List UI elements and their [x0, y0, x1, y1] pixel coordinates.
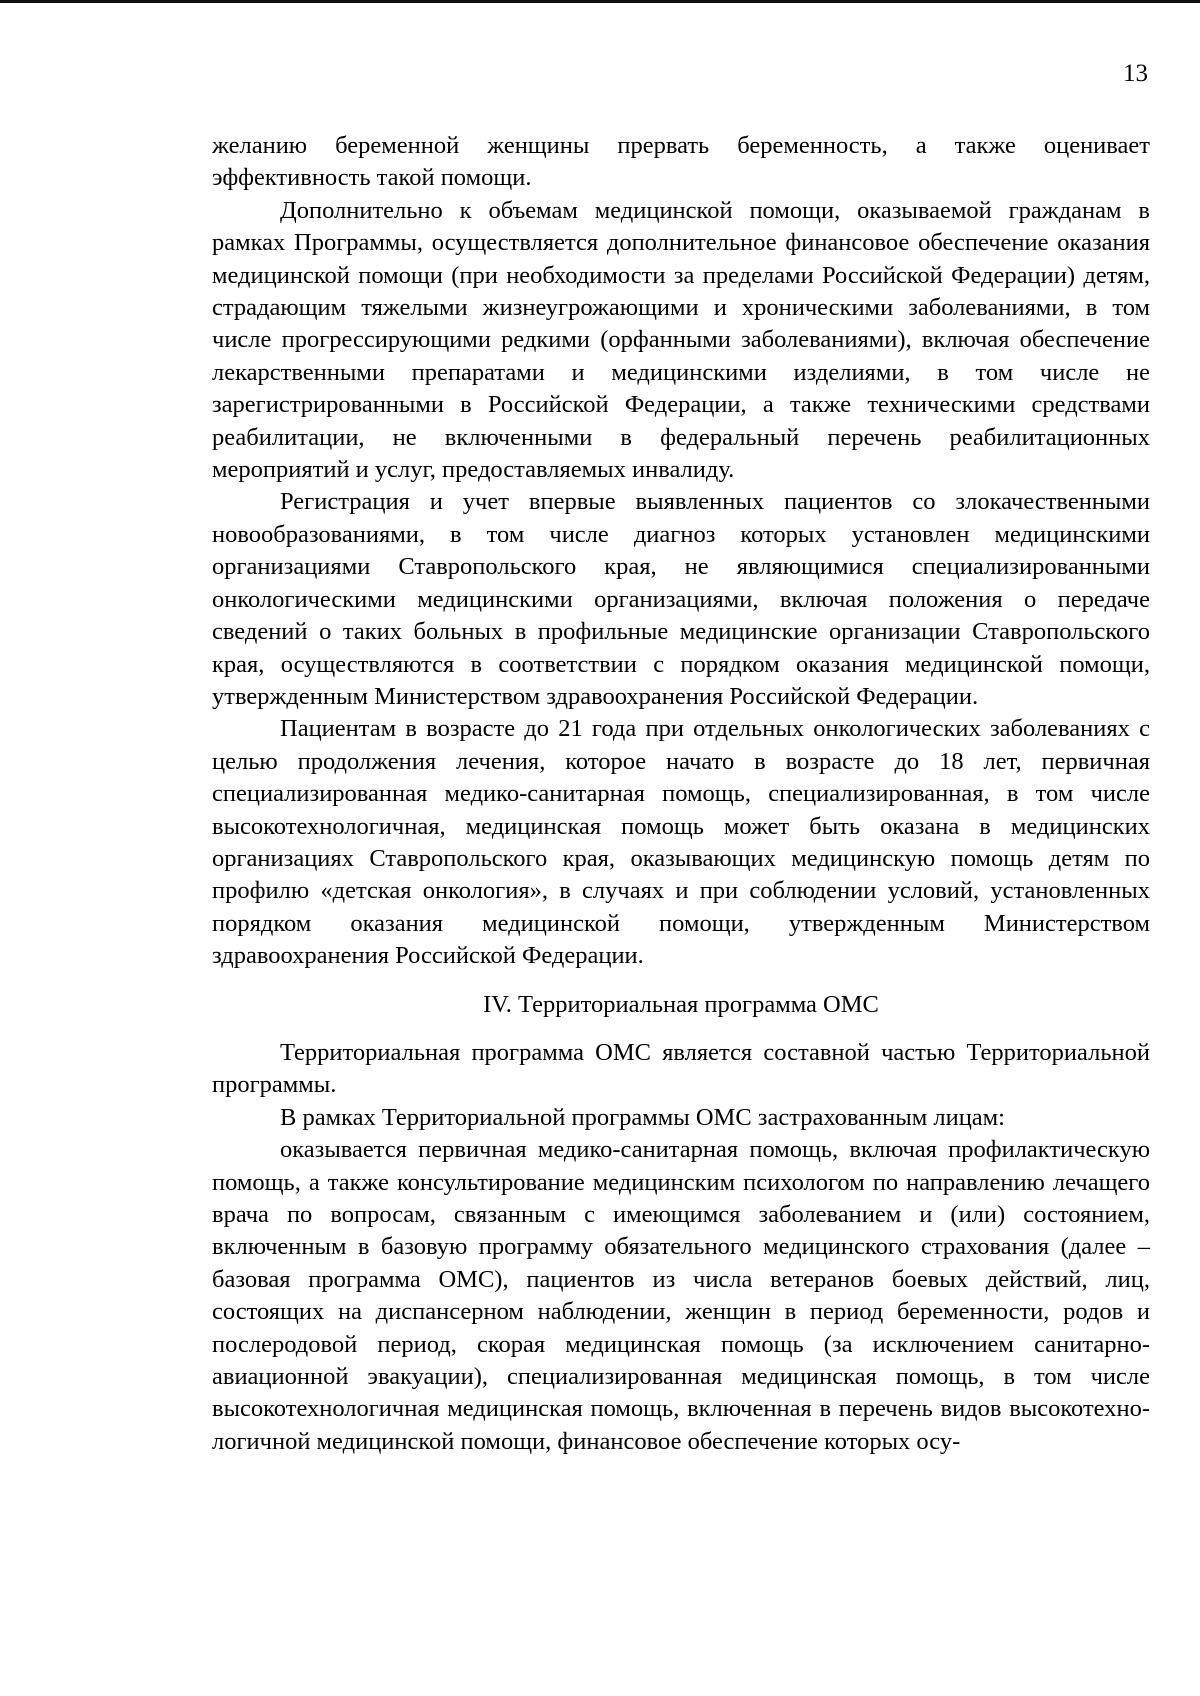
paragraph: желанию беременной женщины прервать беременность, а также оценивает эффективность такой помощи. [212, 132, 1150, 192]
section-heading: IV. Территориальная программа ОМС [483, 990, 879, 1018]
paragraph: оказывается первичная медико-санитарная помощь, включая профилактическую помощь, а также консультирование медицинским психологом по направлению лечащего врача по вопросам, связанным с имеющимся заболеванием и (или) состоянием, включенным в базовую программу обязательного медицинского страхования (далее – базовая программа ОМС), пациентов из числа ветеранов боевых действий, лиц, состоящих на диспансерном наблюдении, женщин в период беременности, родов и послеродовой период, скорая медицинская помощь (за исключением санитарно-авиационной эвакуации), специализированная медицинская помощь, в том числе высокотехнологичная медицинская помощь, включенная в перечень видов высокотехнологичной медицинской помощи, финансовое обеспечение которых осу- [212, 1136, 1150, 1455]
document-body [212, 130, 1150, 1458]
page-number: 13 [1123, 60, 1148, 87]
paragraph: В рамках Территориальной программы ОМС застрахованным лицам: [280, 1103, 1005, 1131]
paragraph: Пациентам в возрасте до 21 года при отдельных онкологических заболеваниях с целью продолжения лечения, которое начато в возрасте до 18 лет, первичная специализированная медико-санитарная помощь, специализированная, в том числе высокотехнологичная, медицинская помощь может быть оказана в медицинских организациях Ставропольского края, оказывающих медицинскую помощь детям по профилю «детская онкология», в случаях и при соблюдении условий, установленных порядком оказания медицинской помощи, утвержденным Министерством здравоохранения Российской Федерации. [212, 715, 1150, 970]
paragraph: Дополнительно к объемам медицинской помощи, оказываемой гражданам в рамках Программы, осуществляется дополнительное финансовое обеспечение оказания медицинской помощи (при необходимости за пределами Российской Федерации) детям, страдающим тяжелыми жизнеугрожающими и хроническими заболеваниями, в том числе прогрессирующими редкими (орфанными заболеваниями), включая обеспечение лекарственными препаратами и медицинскими изделиями, в том числе не зарегистрированными в Российской Федерации, а также техническими средствами реабилитации, не включенными в федеральный перечень реабилитационных мероприятий и услуг, предоставляемых инвалиду. [212, 196, 1150, 484]
top-border-line [0, 0, 1200, 3]
paragraph: Регистрация и учет впервые выявленных пациентов со злокачественными новообразованиями, в том числе диагноз которых установлен медицинскими организациями Ставропольского края, не являющимися специализированными онкологическими медицинскими организациями, включая положения о передаче сведений о таких больных в профильные медицинские организации Ставропольского края, осуществляются в соответствии с порядком оказания медицинской помощи, утвержденным Министерством здравоохранения Российской Федерации. [212, 488, 1150, 710]
paragraph: Территориальная программа ОМС является составной частью Территориальной программы. [212, 1038, 1150, 1099]
